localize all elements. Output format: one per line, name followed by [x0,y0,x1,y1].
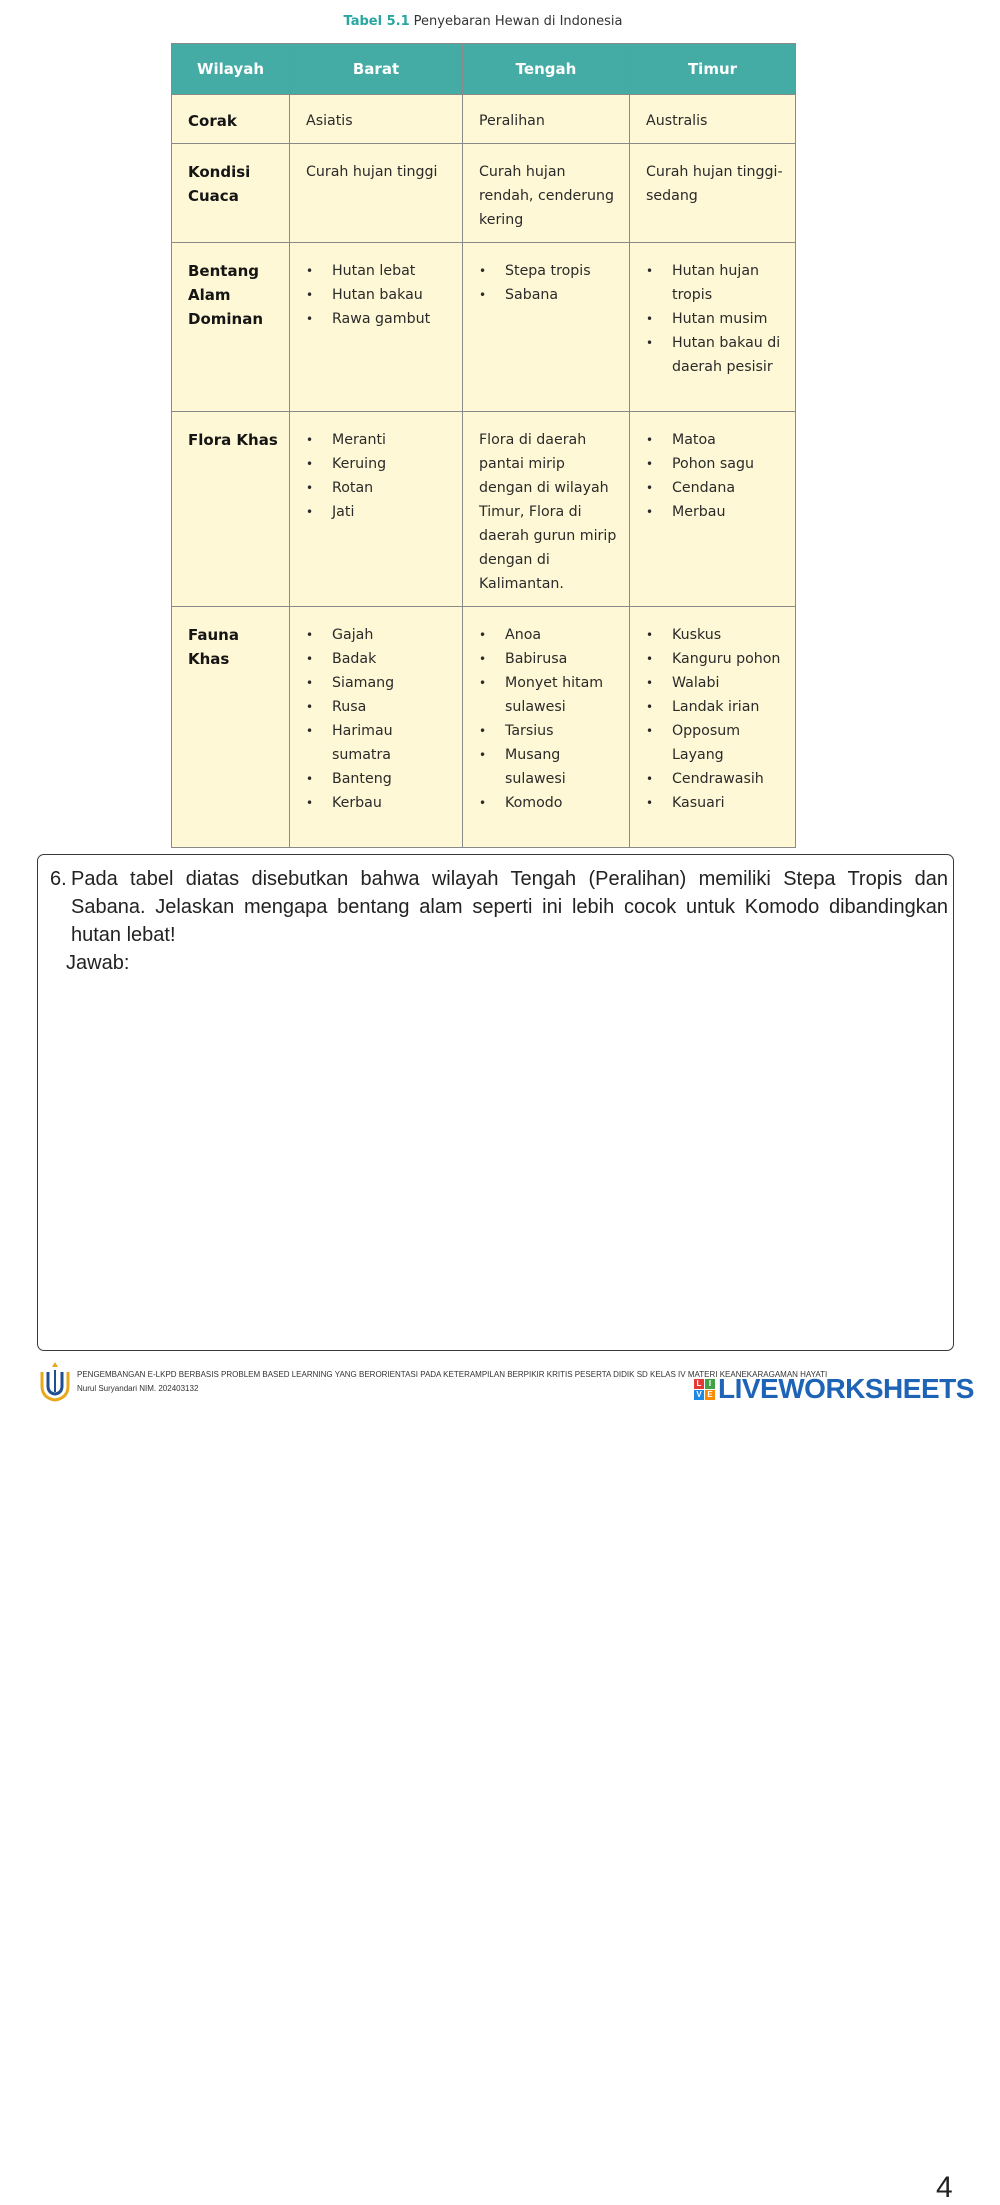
list-item: • Tarsius [479,719,619,743]
live-badge-icon: L I V E [694,1379,715,1400]
list-item: • Kanguru pohon [646,647,785,671]
cell-corak-timur: Australis [630,95,796,144]
row-label-bentang-alam: Bentang Alam Dominan [172,243,290,412]
list-item: • Musang sulawesi [479,743,619,791]
list-item: • Sabana [479,283,619,307]
footer-project-title: PENGEMBANGAN E-LKPD BERBASIS PROBLEM BASED LEARNING YANG BERORIENTASI PADA KETERAMPILAN BERPIKIR KRITIS PESERTA DIDIK SD KELAS IV MATERI KEANEKARAGAMAN HAYATI [77,1370,828,1379]
list-item: • Opposum Layang [646,719,785,767]
cell-cuaca-timur: Curah hujan tinggi-sedang [630,144,796,243]
list-item: • Harimau sumatra [306,719,452,767]
caption-title: Penyebaran Hewan di Indonesia [413,14,623,29]
cell-flora-barat [290,412,463,607]
list-item: • Rawa gambut [306,307,452,331]
cell-fauna-tengah [463,607,630,848]
list-item: • Keruing [306,452,452,476]
header-tengah: Tengah [463,44,630,95]
distribution-table [171,43,796,848]
list-item: • Kasuari [646,791,785,815]
cell-cuaca-barat: Curah hujan tinggi [290,144,463,243]
cell-fauna-barat [290,607,463,848]
list-item: • Anoa [479,623,619,647]
table-caption [0,14,966,29]
brand-name: LIVEWORKSHEETS [718,1373,974,1404]
list-item: • Merbau [646,500,785,524]
list-item: • Kuskus [646,623,785,647]
list-item: • Hutan musim [646,307,785,331]
list-item: • Hutan hujan tropis [646,259,785,307]
list-item: • Cendana [646,476,785,500]
list-item: • Stepa tropis [479,259,619,283]
list-item: • Komodo [479,791,619,815]
cell-fauna-timur [630,607,796,848]
table-row [172,144,796,243]
cell-flora-timur [630,412,796,607]
row-label-corak: Corak [172,95,290,144]
row-label-fauna-khas: Fauna Khas [172,607,290,848]
cell-corak-barat: Asiatis [290,95,463,144]
list-item: • Cendrawasih [646,767,785,791]
page-number: 4 [936,2171,953,2204]
list-item: • Hutan bakau di daerah pesisir [646,331,785,379]
list-item: • Badak [306,647,452,671]
list-item: • Siamang [306,671,452,695]
list-item: • Babirusa [479,647,619,671]
answer-label: Jawab: [66,952,130,974]
cell-bentang-barat [290,243,463,412]
list-item: • Hutan bakau [306,283,452,307]
list-item: • Rusa [306,695,452,719]
list-item: • Pohon sagu [646,452,785,476]
question-text: Pada tabel diatas disebutkan bahwa wilayah Tengah (Peralihan) memiliki Stepa Tropis dan Sabana. Jelaskan mengapa bentang alam seperti ini lebih cocok untuk Komodo dibandingkan hutan lebat! [71,868,948,946]
row-label-flora-khas: Flora Khas [172,412,290,607]
table-row [172,95,796,144]
list-item: • Rotan [306,476,452,500]
university-logo-icon [38,1360,72,1402]
header-wilayah: Wilayah [172,44,290,95]
table-row [172,607,796,848]
table-row [172,243,796,412]
liveworksheets-brand[interactable] [694,1371,974,1407]
cell-bentang-tengah [463,243,630,412]
list-item: • Jati [306,500,452,524]
header-timur: Timur [630,44,796,95]
table-header-row [172,44,796,95]
header-barat: Barat [290,44,463,95]
row-label-kondisi-cuaca: Kondisi Cuaca [172,144,290,243]
list-item: • Meranti [306,428,452,452]
footer-author: Nurul Suryandari NIM. 202403132 [77,1384,199,1393]
list-item: • Banteng [306,767,452,791]
cell-bentang-timur [630,243,796,412]
list-item: • Landak irian [646,695,785,719]
question-number: 6. [50,868,67,890]
cell-flora-tengah: Flora di daerah pantai mirip dengan di wilayah Timur, Flora di daerah gurun mirip dengan di Kalimantan. [463,412,630,607]
cell-cuaca-tengah: Curah hujan rendah, cenderung kering [463,144,630,243]
cell-corak-tengah: Peralihan [463,95,630,144]
table-row [172,412,796,607]
list-item: • Monyet hitam sulawesi [479,671,619,719]
list-item: • Kerbau [306,791,452,815]
list-item: • Gajah [306,623,452,647]
list-item: • Hutan lebat [306,259,452,283]
list-item: • Matoa [646,428,785,452]
caption-number: Tabel 5.1 [343,14,410,29]
list-item: • Walabi [646,671,785,695]
